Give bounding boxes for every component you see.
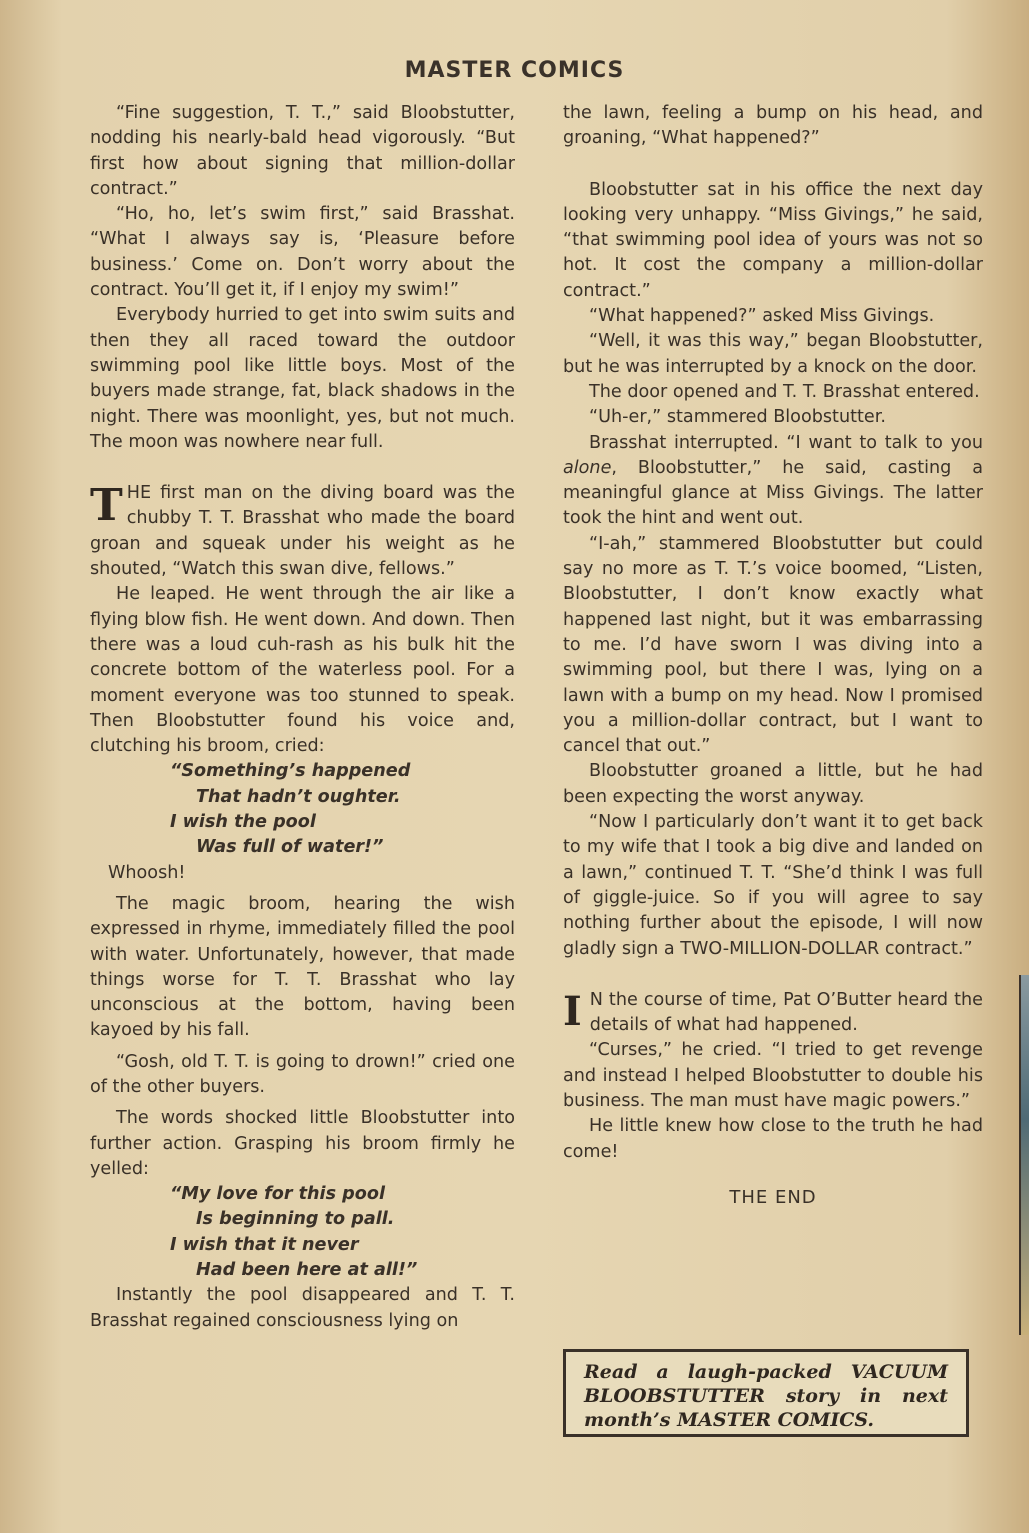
the-end-label: THE END xyxy=(729,1186,817,1208)
paragraph: the lawn, feeling a bump on his head, and groaning, “What happened?” xyxy=(563,103,983,149)
paragraph-text: HE first man on the diving board was the chubby T. T. Brasshat who made the board groan and squeak under his weight as he shouted, “Watch this swan dive, fellows.” xyxy=(90,483,515,580)
adjacent-page-edge xyxy=(1019,975,1029,1335)
verse-line: I wish the pool xyxy=(170,812,316,833)
paragraph: “Gosh, old T. T. is going to drown!” cried one of the other buyers. xyxy=(90,1051,515,1097)
verse-line: Was full of water!” xyxy=(196,837,384,858)
paragraph: The words shocked little Bloobstutter into further action. Grasping his broom firmly he yelled: xyxy=(90,1108,515,1179)
verse xyxy=(90,759,515,860)
verse-line: I wish that it never xyxy=(170,1234,359,1255)
paragraph: “I-ah,” stammered Bloobstutter but could say no more as T. T.’s voice boomed, “Listen, Bloobstutter, I don’t know exactly what happened last night, but it was embarrassing to me. I’d have sworn I was diving into a swimming pool, but there I was, lying on a lawn with a bump on my head. Now I promised you a million-dollar contract, but I want to cancel that out.” xyxy=(563,533,983,757)
paragraph: “Fine suggestion, T. T.,” said Bloobstutter, nodding his nearly-bald head vigorously. “But first how about signing that million-dollar contract.” xyxy=(90,103,515,199)
next-issue-ad-box: Read a laugh-packed VACUUM BLOOBSTUTTER story in next month’s MASTER COMICS. xyxy=(563,1349,969,1437)
paragraph: “Ho, ho, let’s swim first,” said Brasshat. “What I always say is, ‘Pleasure before business.’ Come on. Don’t worry about the contract. You’ll get it, if I enjoy my swim!” xyxy=(90,204,515,301)
drop-cap: T xyxy=(90,480,123,532)
paragraph: “Now I particularly don’t want it to get back to my wife that I took a big dive and landed on a lawn,” continued T. T. “She’d think I was full of giggle-juice. So if you will agree to say nothing further about the episode, I will now gladly sign a TWO-MILLION-DOLLAR contract.” xyxy=(563,812,983,959)
paragraph: “Curses,” he cried. “I tried to get revenge and instead I helped Bloobstutter to double his business. The man must have magic powers.” xyxy=(563,1040,983,1111)
paragraph: The door opened and T. T. Brasshat entered. xyxy=(589,381,980,402)
paragraph: Whoosh! xyxy=(108,862,186,883)
paragraph: “What happened?” asked Miss Givings. xyxy=(589,306,935,327)
verse-line: “Something’s happened xyxy=(170,761,411,782)
paragraph: He leaped. He went through the air like a flying blow fish. He went down. And down. Then there was a loud cuh-rash as his bulk hit the concrete bottom of the waterless pool. For a moment everyone was too stunned to speak. Then Bloobstutter found his voice and, clutching his broom, cried: xyxy=(90,584,515,757)
emphasis: alone xyxy=(563,457,612,478)
verse-line: That hadn’t oughter. xyxy=(196,786,401,807)
paragraph: “Uh-er,” stammered Bloobstutter. xyxy=(589,407,886,428)
page-header: MASTER COMICS xyxy=(404,58,625,83)
paragraph: Bloobstutter groaned a little, but he had been expecting the worst anyway. xyxy=(563,761,983,807)
paragraph: The magic broom, hearing the wish expressed in rhyme, immediately filled the pool with water. Unfortunately, however, that made things worse for T. T. Brasshat who lay unconscious at the bottom, having been kayoed by his fall. xyxy=(90,893,515,1041)
paragraph: Bloobstutter sat in his office the next day looking very unhappy. “Miss Givings,” he said, “that swimming pool idea of yours was not so hot. It cost the company a million-dollar contract.” xyxy=(563,179,983,301)
paragraph: Instantly the pool disappeared and T. T. Brasshat regained consciousness lying on xyxy=(90,1285,515,1331)
drop-cap: I xyxy=(563,987,582,1035)
right-column xyxy=(563,101,983,1210)
paragraph: He little knew how close to the truth he had come! xyxy=(563,1116,983,1162)
verse-line: “My love for this pool xyxy=(170,1184,385,1205)
left-column xyxy=(90,101,515,1334)
paragraph-dropcap xyxy=(563,988,983,1039)
paragraph-dropcap xyxy=(90,481,515,582)
paragraph-text: , Bloobstutter,” he said, casting a meaningful glance at Miss Givings. The latter took the hint and went out. xyxy=(563,457,983,529)
verse-line: Had been here at all!” xyxy=(196,1260,418,1281)
paragraph-text: Brasshat interrupted. “I want to talk to you xyxy=(589,432,983,453)
paragraph: “Well, it was this way,” began Bloobstutter, but he was interrupted by a knock on the door. xyxy=(563,331,983,377)
paragraph xyxy=(563,431,983,532)
paragraph: Everybody hurried to get into swim suits and then they all raced toward the outdoor swimming pool like little boys. Most of the buyers made strange, fat, black shadows in the night. There was moonlight, yes, but not much. The moon was nowhere near full. xyxy=(90,305,515,452)
verse xyxy=(90,1182,515,1283)
paragraph-text: N the course of time, Pat O’Butter heard the details of what had happened. xyxy=(589,989,983,1036)
verse-line: Is beginning to pall. xyxy=(196,1209,395,1230)
